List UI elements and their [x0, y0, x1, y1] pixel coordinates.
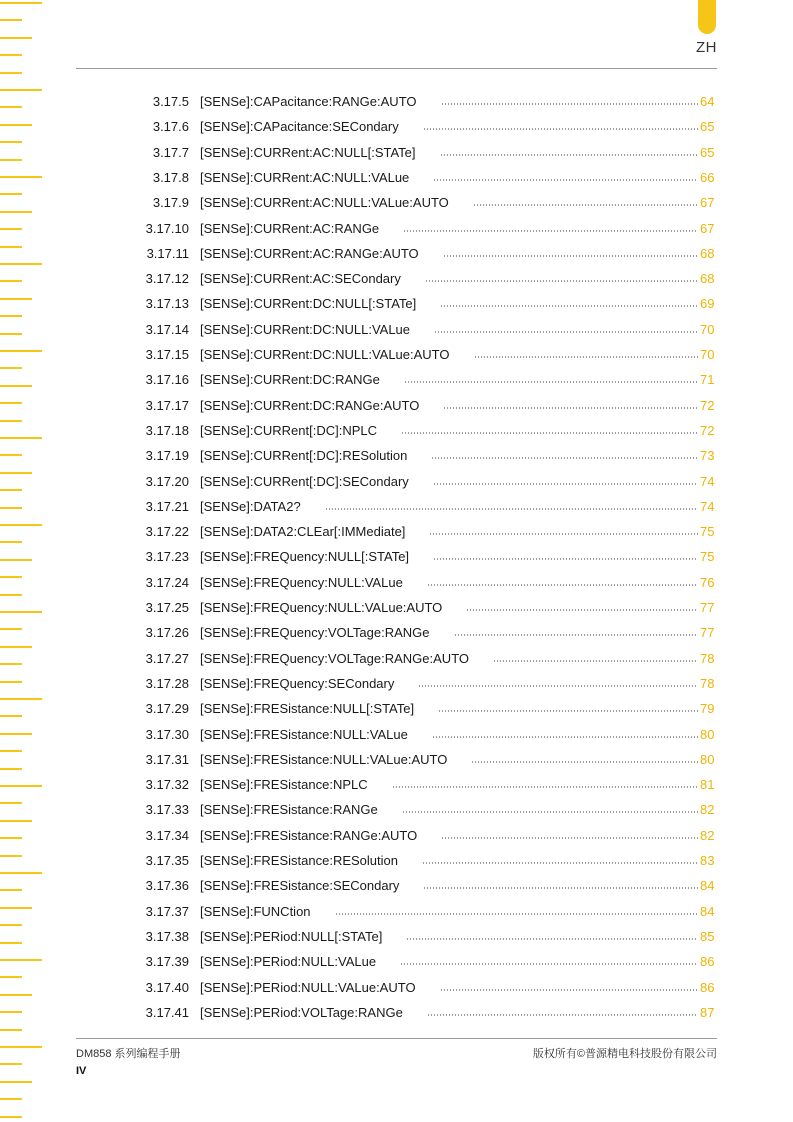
toc-dot-leader [440, 154, 698, 156]
toc-entry[interactable] [0, 851, 793, 871]
toc-page-number[interactable]: 72 [700, 422, 715, 438]
toc-dot-leader [423, 887, 698, 889]
toc-section-number: 3.17.9 [152, 195, 189, 211]
toc-section-number: 3.17.16 [145, 372, 189, 388]
toc-section-number: 3.17.23 [145, 549, 189, 565]
toc-entry-title[interactable]: [SENSe]:CURRent:DC:NULL:VALue [200, 321, 411, 337]
toc-entry-title[interactable]: [SENSe]:CURRent:AC:RANGe [200, 220, 380, 236]
toc-page-number[interactable]: 78 [700, 675, 715, 691]
toc-entry[interactable] [0, 902, 793, 922]
toc-section-number: 3.17.6 [152, 119, 189, 135]
toc-entry[interactable] [0, 370, 793, 390]
toc-entry[interactable] [0, 446, 793, 466]
toc-page-number[interactable]: 74 [700, 498, 715, 514]
toc-entry[interactable] [0, 800, 793, 820]
toc-entry-title[interactable]: [SENSe]:FRESistance:NULL[:STATe] [200, 701, 415, 717]
toc-dot-leader [441, 837, 698, 839]
toc-entry-title[interactable]: [SENSe]:CURRent:AC:NULL:VALue:AUTO [200, 195, 449, 211]
toc-entry[interactable] [0, 598, 793, 618]
toc-page-number[interactable]: 87 [700, 1004, 715, 1020]
toc-dot-leader [402, 811, 698, 813]
toc-entry-title[interactable]: [SENSe]:DATA2? [200, 498, 301, 514]
toc-page-number[interactable]: 68 [700, 245, 715, 261]
toc-page-number[interactable]: 85 [700, 928, 715, 944]
toc-entry[interactable] [0, 1003, 793, 1023]
toc-entry-title[interactable]: [SENSe]:PERiod:NULL:VALue:AUTO [200, 979, 416, 995]
toc-section-number: 3.17.10 [145, 220, 189, 236]
toc-entry[interactable] [0, 750, 793, 770]
toc-page-number[interactable]: 73 [700, 448, 715, 464]
ruler-tick [0, 72, 22, 74]
toc-section-number: 3.17.31 [145, 751, 189, 767]
toc-entry[interactable] [0, 573, 793, 593]
toc-section-number: 3.17.12 [145, 271, 189, 287]
ruler-tick [0, 1029, 22, 1031]
toc-entry-title[interactable]: [SENSe]:FRESistance:NULL:VALue [200, 726, 408, 742]
toc-section-number: 3.17.41 [145, 1004, 189, 1020]
toc-page-number[interactable]: 79 [700, 701, 715, 717]
toc-entry-title[interactable]: [SENSe]:CURRent:DC:NULL:VALue:AUTO [200, 347, 450, 362]
toc-dot-leader [443, 255, 698, 257]
language-label: ZH [696, 39, 717, 56]
toc-section-number: 3.17.28 [145, 675, 189, 691]
toc-entry-title[interactable]: [SENSe]:FRESistance:NPLC [200, 777, 368, 793]
ruler-tick [0, 872, 42, 874]
toc-entry[interactable] [0, 219, 793, 239]
toc-page-number[interactable]: 83 [700, 853, 715, 868]
toc-page-number[interactable]: 86 [700, 979, 715, 995]
toc-entry[interactable] [0, 168, 793, 188]
toc-section-number: 3.17.17 [145, 397, 189, 413]
toc-dot-leader [433, 483, 698, 485]
toc-section-number: 3.17.21 [145, 498, 189, 514]
toc-entry[interactable] [0, 547, 793, 567]
toc-dot-leader [403, 230, 698, 232]
toc-section-number: 3.17.40 [145, 979, 189, 995]
footer-page-number: IV [76, 1065, 87, 1077]
toc-page-number[interactable]: 76 [700, 574, 715, 590]
toc-page-number[interactable]: 80 [700, 726, 715, 742]
toc-dot-leader [474, 356, 699, 358]
ruler-tick [0, 37, 32, 39]
toc-page-number[interactable]: 70 [700, 347, 715, 362]
toc-entry[interactable] [0, 472, 793, 492]
ruler-tick [0, 1081, 32, 1083]
toc-page-number[interactable]: 82 [700, 827, 715, 843]
toc-dot-leader [454, 634, 698, 636]
toc-page-number[interactable]: 72 [700, 397, 715, 413]
toc-entry-title[interactable]: [SENSe]:CURRent:DC:NULL[:STATe] [200, 296, 417, 312]
toc-page-number[interactable]: 77 [700, 625, 715, 641]
toc-page-number[interactable]: 65 [700, 119, 715, 135]
toc-section-number: 3.17.19 [145, 448, 189, 464]
toc-entry-title[interactable]: [SENSe]:CURRent[:DC]:RESolution [200, 448, 408, 464]
ruler-tick [0, 1063, 22, 1065]
toc-dot-leader [422, 862, 698, 864]
ruler-tick [0, 594, 22, 596]
toc-entry[interactable] [0, 826, 793, 846]
toc-page-number[interactable]: 74 [700, 473, 715, 489]
toc-dot-leader [441, 103, 698, 105]
toc-entry-title[interactable]: [SENSe]:DATA2:CLEar[:IMMediate] [200, 524, 406, 540]
ruler-tick [0, 924, 22, 926]
footer-copyright: 版权所有©普源精电科技股份有限公司 [532, 1048, 717, 1060]
toc-section-number: 3.17.14 [145, 321, 189, 337]
footer-divider [76, 1038, 717, 1039]
toc-dot-leader [400, 963, 698, 965]
toc-entry-title[interactable]: [SENSe]:FUNCtion [200, 903, 311, 919]
toc-entry[interactable] [0, 320, 793, 340]
toc-section-number: 3.17.15 [145, 347, 189, 362]
toc-page-number[interactable]: 67 [700, 195, 715, 211]
toc-entry-title[interactable]: [SENSe]:FREQuency:NULL:VALue [200, 574, 403, 590]
toc-dot-leader [423, 128, 698, 130]
toc-dot-leader [425, 280, 698, 282]
toc-dot-leader [433, 558, 698, 560]
toc-dot-leader [404, 381, 698, 383]
ruler-tick [0, 315, 22, 317]
toc-entry[interactable] [0, 294, 793, 314]
toc-dot-leader [434, 331, 698, 333]
toc-page-number[interactable]: 64 [700, 94, 715, 109]
toc-page-number[interactable]: 86 [700, 954, 715, 970]
toc-entry[interactable] [0, 421, 793, 441]
toc-entry[interactable] [0, 522, 793, 542]
toc-entry[interactable] [0, 927, 793, 947]
toc-section-number: 3.17.33 [145, 802, 189, 818]
toc-dot-leader [406, 938, 698, 940]
toc-page-number[interactable]: 70 [700, 321, 715, 337]
toc-section-number: 3.17.27 [145, 650, 189, 666]
toc-dot-leader [335, 913, 698, 915]
toc-page-number[interactable]: 71 [700, 372, 715, 388]
toc-page-number[interactable]: 82 [700, 802, 715, 818]
toc-page-number[interactable]: 66 [700, 169, 715, 185]
ruler-tick [0, 89, 42, 91]
toc-entry[interactable] [0, 978, 793, 998]
toc-dot-leader [401, 432, 698, 434]
toc-page-number[interactable]: 81 [700, 777, 715, 793]
toc-section-number: 3.17.39 [145, 954, 189, 970]
toc-dot-leader [440, 305, 698, 307]
ruler-tick [0, 1098, 22, 1100]
toc-page-number[interactable]: 75 [700, 524, 715, 540]
toc-section-number: 3.17.24 [145, 574, 189, 590]
toc-page-number[interactable]: 75 [700, 549, 715, 565]
toc-entry-title[interactable]: [SENSe]:PERiod:NULL[:STATe] [200, 928, 383, 944]
toc-dot-leader [431, 457, 698, 459]
toc-section-number: 3.17.35 [145, 853, 189, 868]
toc-entry[interactable] [0, 345, 793, 365]
toc-entry-title[interactable]: [SENSe]:PERiod:VOLTage:RANGe [200, 1004, 403, 1020]
toc-entry[interactable] [0, 775, 793, 795]
toc-entry[interactable] [0, 497, 793, 517]
toc-entry[interactable] [0, 143, 793, 163]
toc-section-number: 3.17.38 [145, 928, 189, 944]
toc-entry[interactable] [0, 117, 793, 137]
toc-entry-title[interactable]: [SENSe]:FRESistance:RESolution [200, 853, 398, 868]
toc-page-number[interactable]: 69 [700, 296, 715, 312]
toc-dot-leader [325, 508, 698, 510]
toc-dot-leader [429, 533, 698, 535]
toc-section-number: 3.17.29 [145, 701, 189, 717]
toc-entry-title[interactable]: [SENSe]:FREQuency:SECondary [200, 675, 395, 691]
toc-section-number: 3.17.11 [146, 245, 189, 261]
toc-entry-title[interactable]: [SENSe]:FRESistance:SECondary [200, 878, 400, 894]
toc-entry-title[interactable]: [SENSe]:FREQuency:NULL[:STATe] [200, 549, 410, 565]
toc-page-number[interactable]: 67 [700, 220, 715, 236]
ruler-tick [0, 1116, 22, 1118]
toc-section-number: 3.17.8 [152, 169, 189, 185]
toc-entry[interactable] [0, 269, 793, 289]
toc-entry-title[interactable]: [SENSe]:CURRent:AC:RANGe:AUTO [200, 245, 419, 261]
toc-dot-leader [392, 786, 698, 788]
toc-entry[interactable] [0, 649, 793, 669]
toc-entry-title[interactable]: [SENSe]:CAPacitance:SECondary [200, 119, 399, 135]
toc-entry-title[interactable]: [SENSe]:CURRent:DC:RANGe:AUTO [200, 397, 420, 413]
toc-entry[interactable] [0, 623, 793, 643]
ruler-tick [0, 1046, 42, 1048]
toc-entry-title[interactable]: [SENSe]:FRESistance:RANGe:AUTO [200, 827, 418, 843]
toc-entry[interactable] [0, 699, 793, 719]
toc-entry-title[interactable]: [SENSe]:CURRent[:DC]:SECondary [200, 473, 409, 489]
toc-page-number[interactable]: 65 [700, 144, 715, 160]
toc-dot-leader [471, 761, 698, 763]
toc-section-number: 3.17.26 [145, 625, 189, 641]
toc-section-number: 3.17.5 [152, 94, 189, 109]
toc-dot-leader [473, 204, 698, 206]
toc-entry[interactable] [0, 952, 793, 972]
chapter-tab-marker [698, 0, 716, 34]
toc-page-number[interactable]: 84 [700, 878, 715, 894]
toc-entry-title[interactable]: [SENSe]:CURRent[:DC]:NPLC [200, 422, 377, 438]
toc-entry-title[interactable]: [SENSe]:FRESistance:NULL:VALue:AUTO [200, 751, 448, 767]
toc-entry-title[interactable]: [SENSe]:FREQuency:VOLTage:RANGe:AUTO [200, 650, 470, 666]
toc-dot-leader [427, 584, 698, 586]
toc-section-number: 3.17.30 [145, 726, 189, 742]
toc-dot-leader [418, 685, 698, 687]
toc-dot-leader [493, 660, 698, 662]
toc-section-number: 3.17.18 [145, 422, 189, 438]
toc-entry-title[interactable]: [SENSe]:FREQuency:NULL:VALue:AUTO [200, 600, 443, 615]
toc-dot-leader [440, 989, 698, 991]
toc-page-number[interactable]: 80 [700, 751, 715, 767]
toc-dot-leader [443, 407, 698, 409]
toc-page-number[interactable]: 78 [700, 650, 715, 666]
toc-entry[interactable] [0, 396, 793, 416]
ruler-tick [0, 646, 32, 648]
toc-section-number: 3.17.20 [145, 473, 189, 489]
toc-section-number: 3.17.7 [152, 144, 189, 160]
toc-section-number: 3.17.25 [145, 600, 189, 615]
toc-entry-title[interactable]: [SENSe]:CAPacitance:RANGe:AUTO [200, 94, 417, 109]
ruler-tick [0, 367, 22, 369]
toc-dot-leader [466, 609, 698, 611]
toc-entry-title[interactable]: [SENSe]:CURRent:AC:SECondary [200, 271, 401, 287]
toc-section-number: 3.17.36 [145, 878, 189, 894]
toc-entry[interactable] [0, 92, 793, 112]
toc-dot-leader [432, 736, 698, 738]
toc-dot-leader [433, 179, 698, 181]
toc-page-number[interactable]: 68 [700, 271, 715, 287]
ruler-tick [0, 2, 42, 4]
toc-entry-title[interactable]: [SENSe]:FREQuency:VOLTage:RANGe [200, 625, 430, 641]
toc-dot-leader [438, 710, 698, 712]
toc-section-number: 3.17.22 [145, 524, 189, 540]
toc-entry[interactable] [0, 674, 793, 694]
toc-section-number: 3.17.34 [145, 827, 189, 843]
toc-entry-title[interactable]: [SENSe]:FRESistance:RANGe [200, 802, 378, 818]
footer-manual-title: DM858 系列编程手册 [76, 1048, 181, 1060]
toc-entry-title[interactable]: [SENSe]:CURRent:AC:NULL[:STATe] [200, 144, 416, 160]
header-divider [76, 68, 717, 69]
toc-page-number[interactable]: 84 [700, 903, 715, 919]
toc-section-number: 3.17.37 [145, 903, 189, 919]
toc-section-number: 3.17.32 [145, 777, 189, 793]
toc-entry[interactable] [0, 244, 793, 264]
ruler-tick [0, 54, 22, 56]
toc-section-number: 3.17.13 [145, 296, 189, 312]
toc-entry-title[interactable]: [SENSe]:CURRent:DC:RANGe [200, 372, 380, 388]
toc-entry[interactable] [0, 193, 793, 213]
toc-entry[interactable] [0, 876, 793, 896]
ruler-tick [0, 19, 22, 21]
toc-dot-leader [427, 1014, 698, 1016]
toc-entry-title[interactable]: [SENSe]:PERiod:NULL:VALue [200, 954, 377, 970]
toc-entry-title[interactable]: [SENSe]:CURRent:AC:NULL:VALue [200, 169, 410, 185]
toc-page-number[interactable]: 77 [700, 600, 715, 615]
toc-entry[interactable] [0, 725, 793, 745]
